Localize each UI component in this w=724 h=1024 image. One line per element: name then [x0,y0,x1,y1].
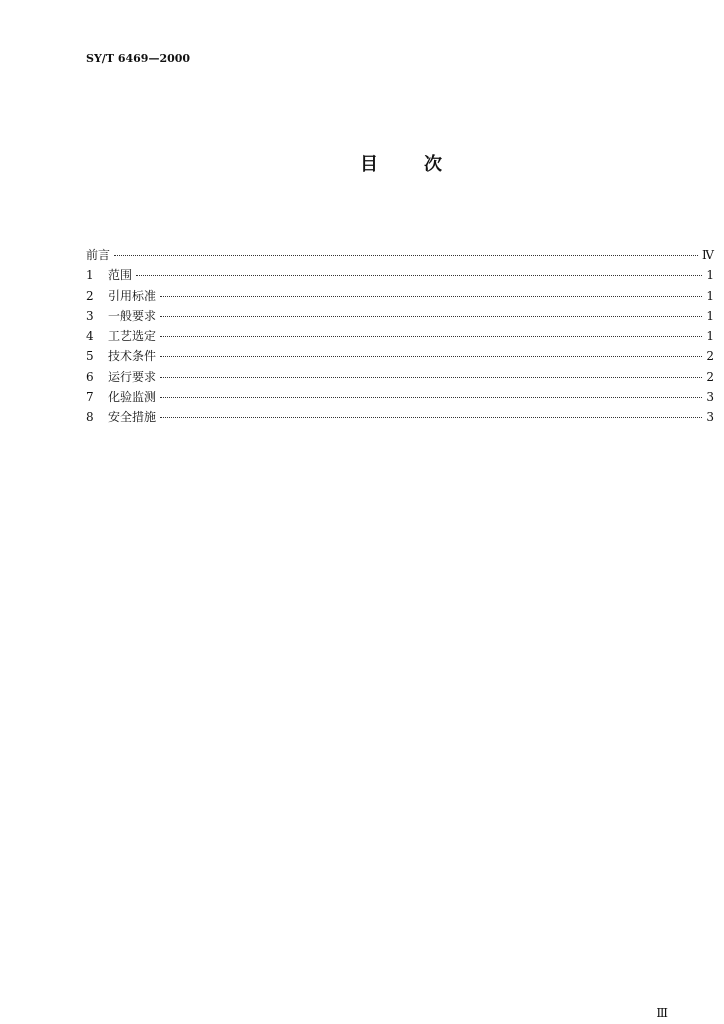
toc-page: Ⅳ [702,248,714,262]
toc-label: 范围 [108,268,133,283]
toc-leader [160,397,702,398]
toc-label: 工艺选定 [108,329,157,344]
toc-number: 3 [86,308,94,323]
toc-leader [160,336,702,337]
toc-entry-4[interactable] [86,327,714,347]
toc-leader [160,296,702,297]
toc-number: 7 [86,390,94,405]
toc-page: 1 [706,268,714,283]
toc-number: 8 [86,410,94,425]
toc-label: 前言 [86,248,111,262]
toc-entry-8[interactable] [86,408,714,428]
toc-page: 3 [706,390,714,405]
toc-entry-foreword[interactable] [86,246,714,266]
toc-number: 5 [86,349,94,364]
toc-page: 1 [706,288,714,303]
toc-number: 4 [86,329,94,344]
toc-page: 2 [706,349,714,364]
toc-entry-2[interactable] [86,287,714,307]
toc-entry-1[interactable] [86,266,714,286]
title-char-2: 次 [424,154,442,175]
toc-page: 3 [706,410,714,425]
toc-label: 安全措施 [108,410,157,425]
toc-page: 1 [706,329,714,344]
document-code: SY/T 6469—2000 [86,52,191,65]
table-of-contents [86,246,714,429]
toc-label: 技术条件 [108,349,157,364]
toc-leader [160,316,702,317]
toc-leader [160,377,702,378]
toc-entry-7[interactable] [86,388,714,408]
toc-label: 一般要求 [108,308,157,323]
title-char-1: 目 [360,154,378,175]
toc-leader [136,275,702,276]
toc-page: 1 [706,308,714,323]
toc-label: 引用标准 [108,288,157,303]
toc-label: 运行要求 [108,369,157,384]
toc-entry-3[interactable] [86,307,714,327]
toc-leader [114,255,698,256]
toc-label: 化验监测 [108,390,157,405]
toc-leader [160,356,702,357]
page-number: Ⅲ [656,1006,668,1020]
toc-leader [160,417,702,418]
page-title [0,150,724,176]
toc-entry-5[interactable] [86,347,714,367]
toc-entry-6[interactable] [86,368,714,388]
toc-number: 2 [86,288,94,303]
toc-page: 2 [706,369,714,384]
toc-number: 1 [86,268,94,283]
toc-number: 6 [86,369,94,384]
